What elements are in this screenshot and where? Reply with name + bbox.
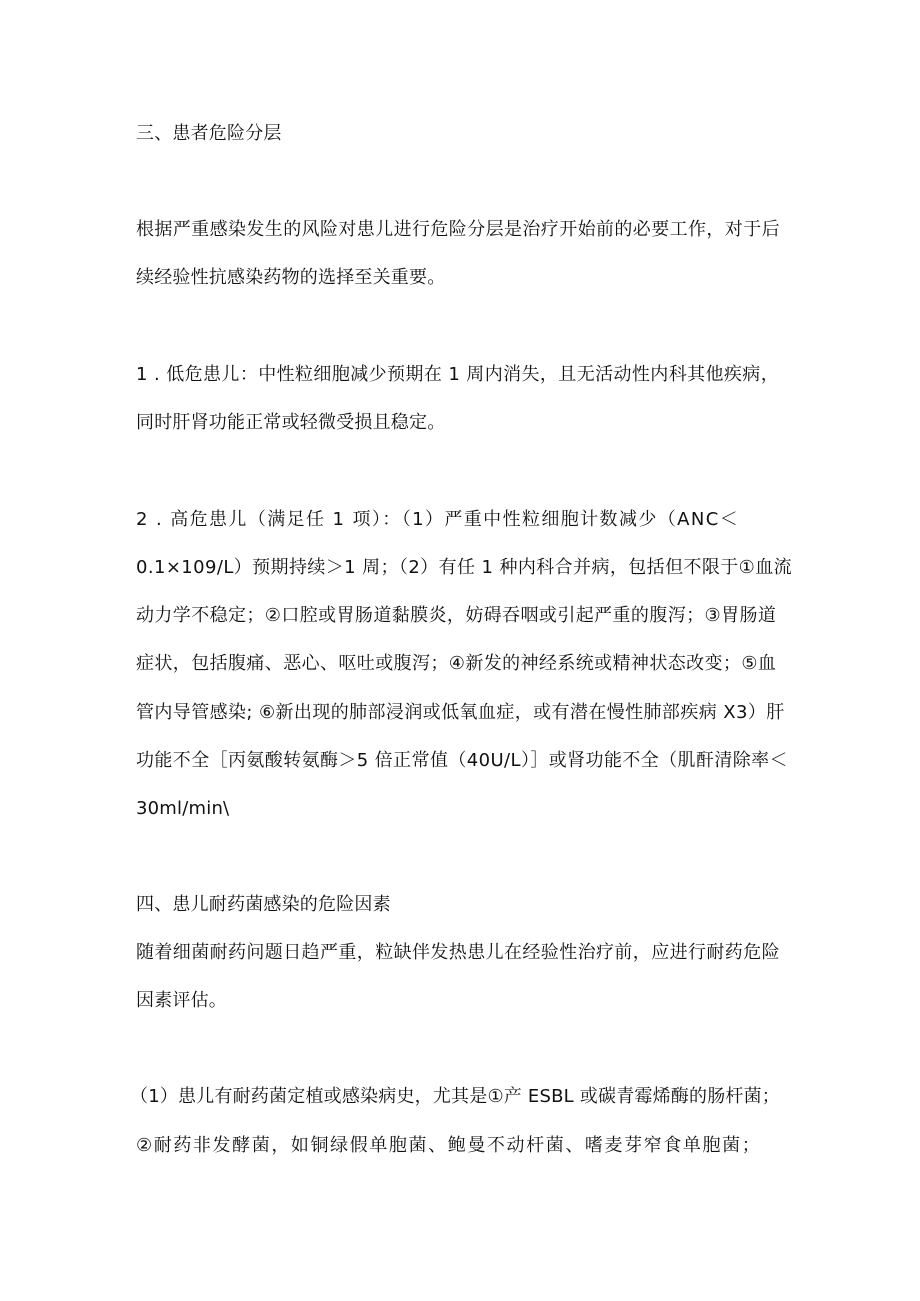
resistance-item-1-line-2: ②耐药非发酵菌，如铜绿假单胞菌、鲍曼不动杆菌、嗜麦芽窄食单胞菌； [136,1135,762,1156]
high-risk-item-line-4: 症状，包括腹痛、恶心、呕吐或腹泻；④新发的神经系统或精神状态改变；⑤血 [136,653,777,674]
resistance-item-1-line-1: （1）患儿有耐药菌定植或感染病史，尤其是①产 ESBL 或碳青霉烯酶的肠杆菌； [130,1086,781,1107]
high-risk-item-line-2: 0.1×109/L）预期持续＞1 周；（2）有任 1 种内科合并病，包括但不限于①血流 [136,557,793,578]
section-4-paragraph-line-1: 随着细菌耐药问题日趋严重，粒缺伴发热患儿在经验性治疗前，应进行耐药危险 [136,942,780,963]
section-4-paragraph-line-2: 因素评估。 [136,990,227,1011]
high-risk-item-line-5: 管内导管感染; ⑥新出现的肺部浸润或低氧血症，或有潜在慢性肺部疾病 X3）肝 [136,702,785,723]
section-3-paragraph-line-1: 根据严重感染发生的风险对患儿进行危险分层是治疗开始前的必要工作，对于后 [136,219,780,240]
section-4-heading: 四、患儿耐药菌感染的危险因素 [136,894,391,915]
section-3-paragraph-line-2: 续经验性抗感染药物的选择至关重要。 [136,267,446,288]
low-risk-item-line-1: 1 . 低危患儿：中性粒细胞减少预期在 1 周内消失，且无活动性内科其他疾病， [136,364,780,385]
section-3-heading: 三、患者危险分层 [136,123,282,144]
high-risk-item-line-7: 30ml/min\ [136,798,230,819]
high-risk-item-line-3: 动力学不稳定；②口腔或胃肠道黏膜炎，妨碍吞咽或引起严重的腹泻；③胃肠道 [136,605,777,626]
low-risk-item-line-2: 同时肝肾功能正常或轻微受损且稳定。 [136,412,446,433]
high-risk-item-line-1: 2 . 高危患儿（满足任 1 项）：（1）严重中性粒细胞计数减少（ANC＜ [136,509,740,530]
high-risk-item-line-6: 功能不全［丙氨酸转氨酶＞5 倍正常值（40U/L）］或肾功能不全（肌酐清除率＜ [136,750,788,771]
